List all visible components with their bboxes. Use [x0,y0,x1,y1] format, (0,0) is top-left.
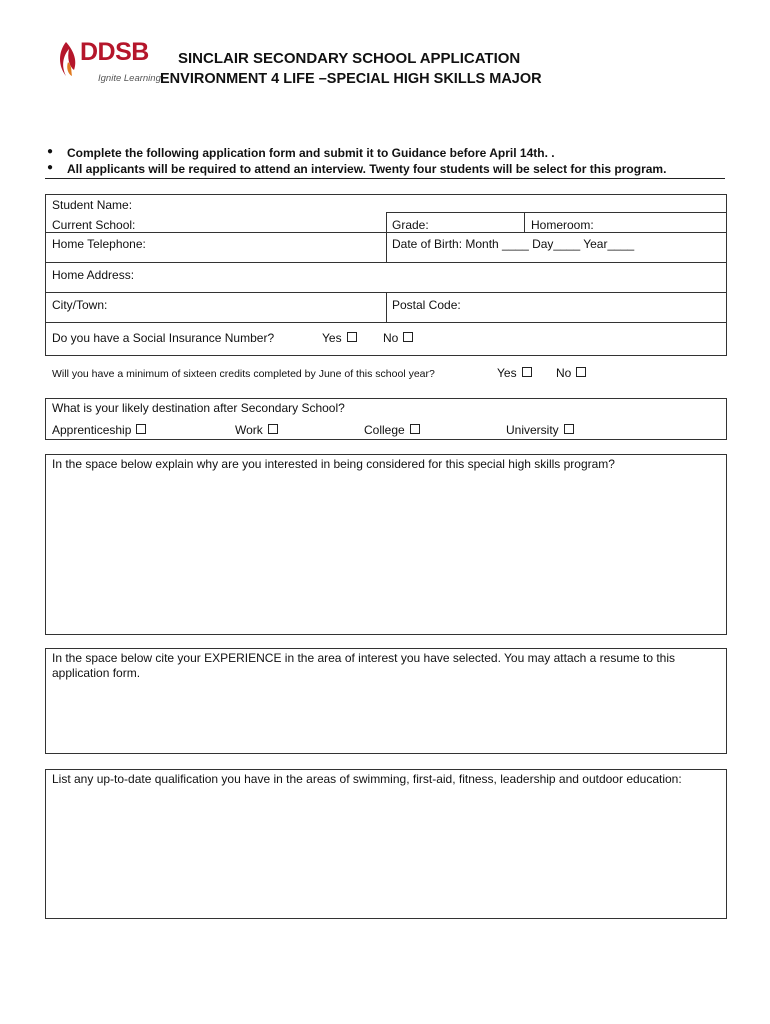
dest-university-label: University [506,423,559,437]
credits-no-label: No [556,366,572,380]
grade-field[interactable]: Grade: [392,218,429,232]
bullet-icon: ● [47,162,54,173]
dest-college-option[interactable] [364,423,420,437]
page-subtitle: ENVIRONMENT 4 LIFE –SPECIAL HIGH SKILLS MAJOR [160,71,542,87]
student-name-field[interactable]: Student Name: [52,198,133,212]
credits-yes-option[interactable] [497,366,532,380]
checkbox-icon[interactable] [347,332,357,342]
dest-college-label: College [364,423,405,437]
home-telephone-field[interactable]: Home Telephone: [52,237,146,251]
dest-apprenticeship-label: Apprenticeship [52,423,132,437]
checkbox-icon[interactable] [564,424,574,434]
home-address-field[interactable]: Home Address: [52,268,135,282]
why-interested-textarea[interactable] [45,454,727,635]
checkbox-icon[interactable] [403,332,413,342]
sin-no-label: No [383,331,399,345]
dest-work-label: Work [235,423,263,437]
postal-code-field[interactable]: Postal Code: [392,298,461,312]
date-of-birth-field[interactable]: Date of Birth: Month ____ Day____ Year____ [392,237,635,251]
credits-yes-label: Yes [497,366,517,380]
credits-question: Will you have a minimum of sixteen credits completed by June of this school year? [52,368,435,380]
checkbox-icon[interactable] [410,424,420,434]
homeroom-field[interactable]: Homeroom: [531,218,594,232]
bullet-icon: ● [47,146,54,157]
city-town-field[interactable]: City/Town: [52,298,108,312]
dest-university-option[interactable] [506,423,574,437]
sin-no-option[interactable] [383,331,413,345]
instructions [45,146,725,179]
destination-question: What is your likely destination after Secondary School? [52,401,345,415]
dest-apprenticeship-option[interactable] [52,423,146,437]
checkbox-icon[interactable] [268,424,278,434]
sin-question: Do you have a Social Insurance Number? [52,331,275,345]
experience-prompt: In the space below cite your EXPERIENCE in the area of interest you have selected. You may attach a resume to this application form. [52,651,676,680]
logo-text: DDSB [80,38,149,66]
why-interested-prompt: In the space below explain why are you interested in being considered for this special high skills program? [52,457,615,471]
instruction-item: All applicants will be required to attend an interview. Twenty four students will be select for this program. [67,162,667,176]
logo-tagline: Ignite Learning [98,73,161,84]
checkbox-icon[interactable] [522,367,532,377]
page-title: SINCLAIR SECONDARY SCHOOL APPLICATION [178,50,521,67]
current-school-field[interactable]: Current School: [52,218,136,232]
dest-work-option[interactable] [235,423,278,437]
checkbox-icon[interactable] [576,367,586,377]
sin-yes-option[interactable] [322,331,357,345]
sin-yes-label: Yes [322,331,342,345]
checkbox-icon[interactable] [136,424,146,434]
qualifications-prompt: List any up-to-date qualification you have in the areas of swimming, first-aid, fitness, leadership and outdoor education: [52,772,682,786]
qualifications-textarea[interactable] [45,769,727,919]
credits-no-option[interactable] [556,366,586,380]
instruction-item: Complete the following application form and submit it to Guidance before April 14th. . [67,146,555,160]
